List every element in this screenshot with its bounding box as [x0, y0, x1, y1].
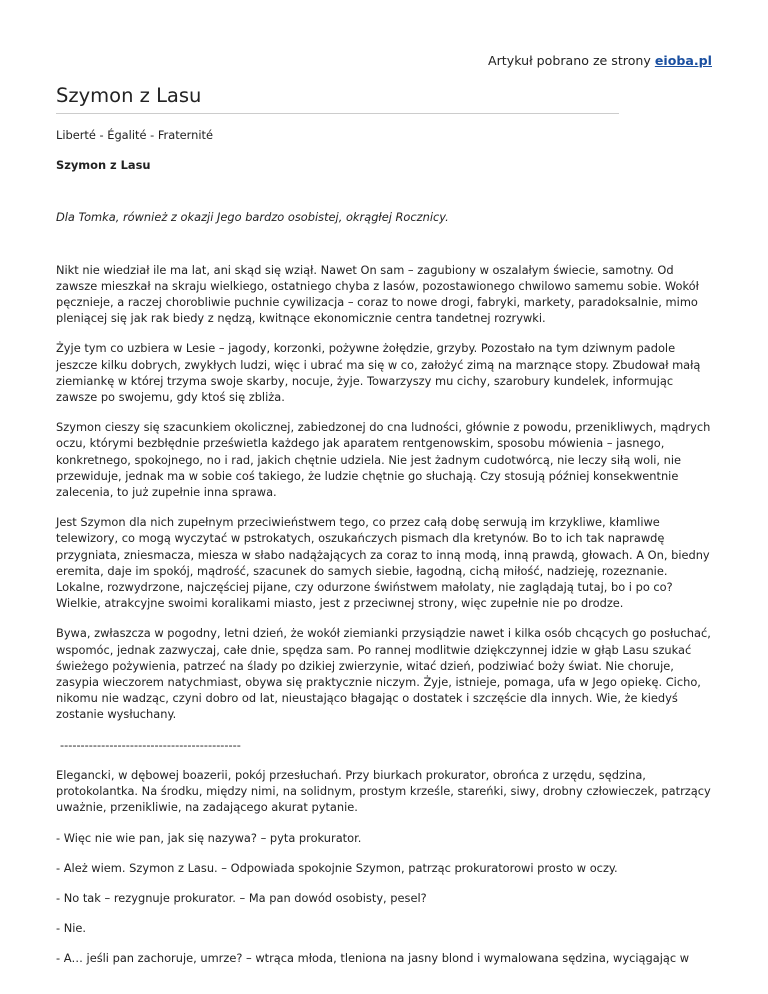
dialogue-line: - A… jeśli pan zachoruje, umrze? – wtrąca młoda, tleniona na jasny blond i wymalowana sędzina, wyciągając w: [56, 951, 690, 966]
paragraph: Szymon cieszy się szacunkiem okolicznej, zabiedzonej do cna ludności, głównie z powodu, przenikliwych, mądrych oczu, którymi bezbłędnie prześwietla każdego jak aparatem rentgenowskim, sposobu mówienia – jasnego, konkretnego, spokojnego, no i rad, jakich chętnie udziela. Nie jest żadnym cudotwórcą, nie leczy siłą woli, nie przewiduje, jednak ma w sobie coś takiego, że ludzie chętnie go słuchają. Czy stosują później konsekwentnie zalecenia, to już zupełnie inna sprawa.: [56, 420, 711, 500]
paragraph: Jest Szymon dla nich zupełnym przeciwieństwem tego, co przez całą dobę serwują im krzykliwe, kłamliwe telewizory, co mogą wyczytać w pstrokatych, oszukańczych pismach dla kretynów. Bo to ich tak naprawdę przygniata, zniesmacza, miesza w słabo nadążających za coraz to inną modą, inną prawdą, głowach. A On, biedny eremita, daje im spokój, mądrość, szacunek do samych siebie, łagodną, cichą miłość, nadzieję, rozeznanie. Lokalne, rozwydrzone, najczęściej pijane, czy odurzone świństwem małolaty, nie zaglądają tutaj, bo i po co? Wielkie, atrakcyjne swoimi koralikami miasto, jest z przeciwnej strony, więc zupełnie nie po drodze.: [56, 515, 710, 611]
article-subtitle: Liberté - Égalité - Fraternité: [56, 128, 214, 142]
paragraph: Bywa, zwłaszcza w pogodny, letni dzień, że wokół ziemianki przysiądzie nawet i kilka osób chcących go posłuchać, wspomóc, jednak zazwyczaj, całe dnie, spędza sam. Po rannej modlitwie dziękczynnej idzie w głąb Lasu szukać świeżego pożywienia, patrzeć na ślady po dzikiej zwierzynie, witać dzień, podziwiać boży świat. Nie choruje, zasypia wieczorem natychmiast, obywa się praktycznie niczym. Żyje, istnieje, pomaga, ufa w Jego opiekę. Cicho, nikomu nie wadząc, czyni dobro od lat, nieustająco błagając o dostatek i szczęście dla innych. Wie, że kiedyś zostanie wysłuchany.: [56, 626, 711, 722]
source-line: [488, 53, 712, 68]
dialogue-line: - Nie.: [56, 921, 87, 936]
article-bold-title: Szymon z Lasu: [56, 158, 151, 173]
paragraph: Nikt nie wiedział ile ma lat, ani skąd się wziął. Nawet On sam – zagubiony w oszalałym świecie, samotny. Od zawsze mieszkał na skraju wielkiego, ostatniego chyba z lasów, pozostawionego chwilowo samemu sobie. Wokół pęcznieje, a raczej chorobliwie puchnie cywilizacja – coraz to nowe drogi, fabryki, markety, paradoksalnie, mimo pleniącej się jak rak biedy z nędzą, kwitnące ekonomicznie centra tandetnej rozrywki.: [56, 262, 699, 326]
article-title: Szymon z Lasu: [56, 84, 202, 107]
source-link[interactable]: eioba.pl: [654, 53, 712, 68]
dialogue-line: - Więc nie wie pan, jak się nazywa? – pyta prokurator.: [56, 830, 362, 845]
dialogue-line: - Ależ wiem. Szymon z Lasu. – Odpowiada spokojnie Szymon, patrząc prokuratorowi prosto w oczy.: [56, 860, 618, 875]
paragraph: Elegancki, w dębowej boazerii, pokój przesłuchań. Przy biurkach prokurator, obrońca z urzędu, sędzina, protokolantka. Na środku, między nimi, na solidnym, prostym krześle, stareńki, siwy, drobny człowieczek, patrzący uważnie, przenikliwie, na zadającego akurat pytanie.: [56, 767, 711, 815]
source-prefix: Artykuł pobrano ze strony: [488, 53, 655, 68]
dedication: Dla Tomka, również z okazji Jego bardzo osobistej, okrągłej Rocznicy.: [56, 210, 449, 225]
section-separator: --------------------------------------------: [60, 737, 241, 752]
dialogue-line: - No tak – rezygnuje prokurator. – Ma pan dowód osobisty, pesel?: [56, 890, 427, 905]
paragraph: Żyje tym co uzbiera w Lesie – jagody, korzonki, pożywne żołędzie, grzyby. Pozostało na tym dziwnym padole jeszcze kilku dobrych, zwykłych ludzi, więc i ubrać ma się w co, założyć zimą na marznące stopy. Zbudował małą ziemiankę w której trzyma swoje skarby, nocuje, żyje. Towarzyszy mu cichy, szarobury kundelek, informując zawsze po swojemu, gdy ktoś się zbliża.: [56, 341, 701, 405]
article-body: [56, 127, 716, 981]
title-divider: [56, 113, 619, 114]
